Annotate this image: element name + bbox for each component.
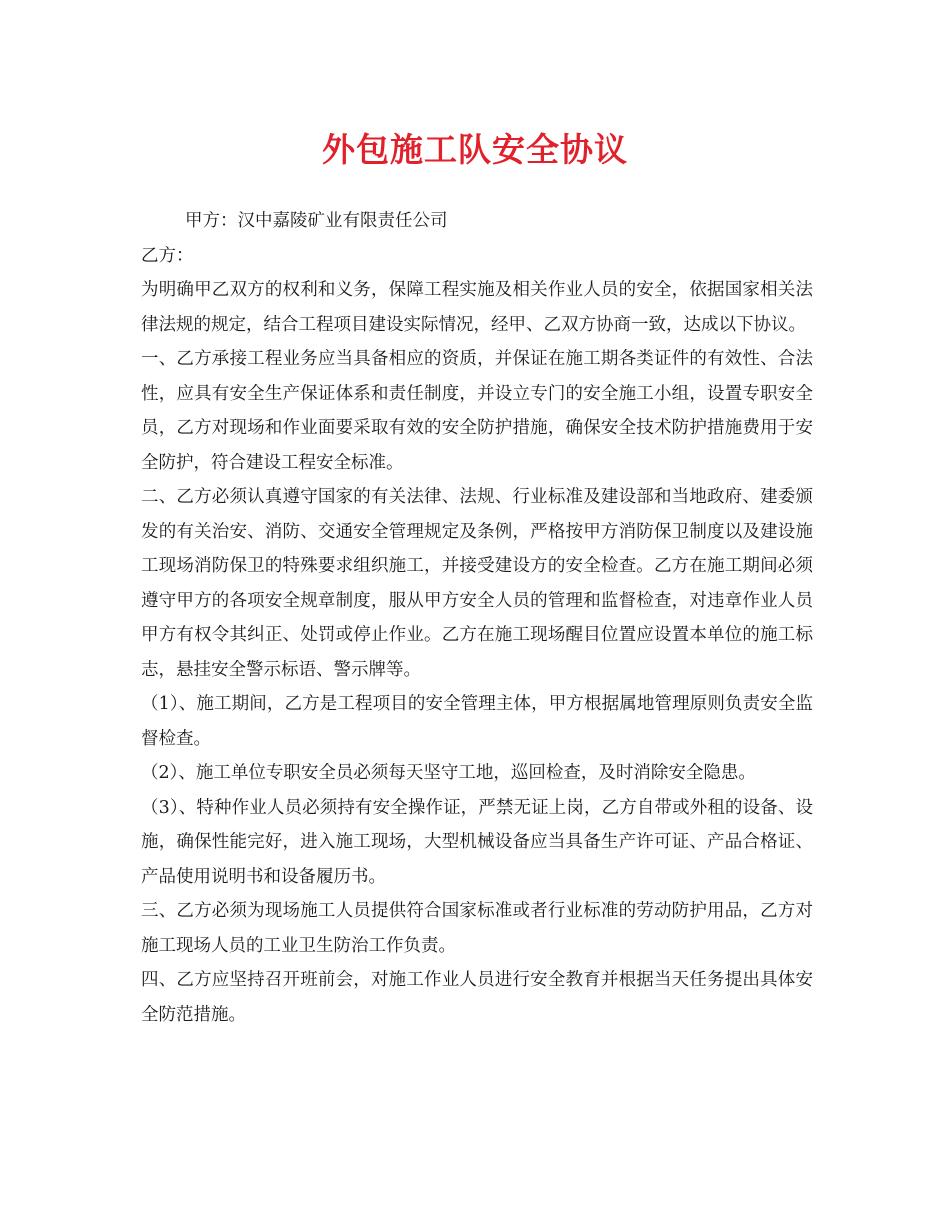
paragraph-subclause-1: （1）、施工期间，乙方是工程项目的安全管理主体，甲方根据属地管理原则负责安全监督检查。	[141, 694, 813, 749]
paragraph-subclause-2: （2）、施工单位专职安全员必须每天坚守工地，巡回检查，及时消除安全隐患。	[141, 763, 756, 783]
paragraph-preamble: 为明确甲乙双方的权利和义务，保障工程实施及相关作业人员的安全，依据国家相关法律法规的规定，结合工程项目建设实际情况，经甲、乙双方协商一致，达成以下协议。	[141, 280, 813, 335]
paragraph-clause-3: 三、乙方必须为现场施工人员提供符合国家标准或者行业标准的劳动防护用品，乙方对施工现场人员的工业卫生防治工作负责。	[141, 901, 813, 956]
paragraph-subclause-3: （3）、特种作业人员必须持有安全操作证，严禁无证上岗，乙方自带或外租的设备、设施，确保性能完好，进入施工现场，大型机械设备应当具备生产许可证、产品合格证、产品使用说明书和设备履历书。	[141, 797, 813, 887]
paragraph-clause-2: 二、乙方必须认真遵守国家的有关法律、法规、行业标准及建设部和当地政府、建委颁发的有关治安、消防、交通安全管理规定及条例，严格按甲方消防保卫制度以及建设施工现场消防保卫的特殊要求组织施工，并接受建设方的安全检查。乙方在施工期间必须遵守甲方的各项安全规章制度，服从甲方安全人员的管理和监督检查，对违章作业人员甲方有权令其纠正、处罚或停止作业。乙方在施工现场醒目位置应设置本单位的施工标志，悬挂安全警示标语、警示牌等。	[141, 487, 813, 680]
document-body	[141, 204, 813, 1032]
document-title: 外包施工队安全协议	[322, 130, 628, 169]
party-a-line: 甲方：汉中嘉陵矿业有限责任公司	[185, 211, 448, 231]
party-b-line: 乙方：	[141, 245, 194, 266]
paragraph-clause-1: 一、乙方承接工程业务应当具备相应的资质，并保证在施工期各类证件的有效性、合法性，应具有安全生产保证体系和责任制度，并设立专门的安全施工小组，设置专职安全员，乙方对现场和作业面要采取有效的安全防护措施，确保安全技术防护措施费用于安全防护，符合建设工程安全标准。	[141, 349, 813, 473]
paragraph-clause-4: 四、乙方应坚持召开班前会，对施工作业人员进行安全教育并根据当天任务提出具体安全防范措施。	[141, 970, 813, 1025]
